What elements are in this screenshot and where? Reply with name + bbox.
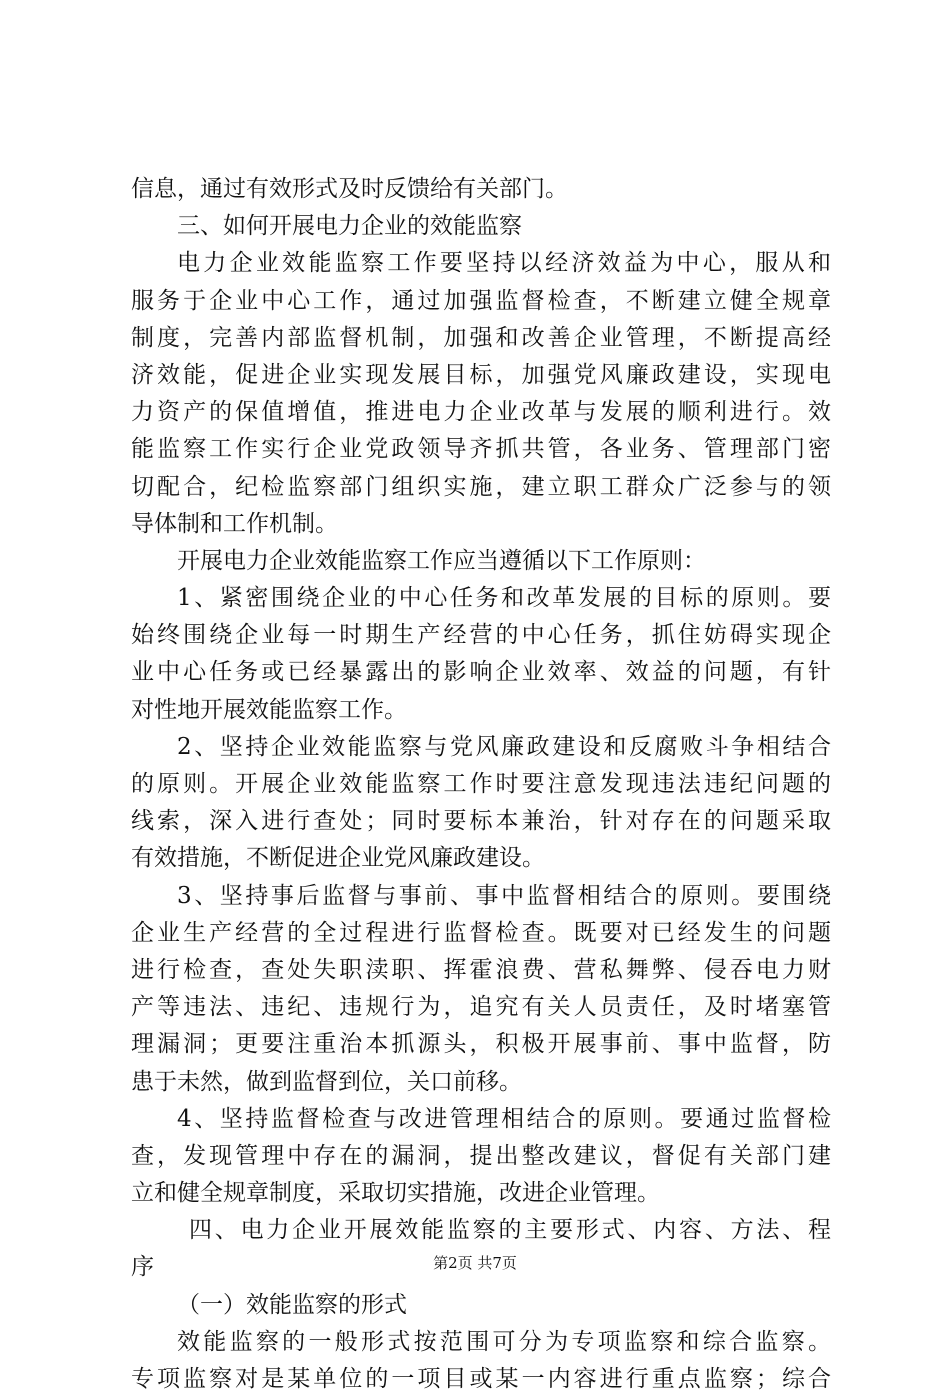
page-footer: 第2页 共7页 — [433, 1254, 517, 1272]
body-text — [131, 171, 831, 1398]
text-line: 3、坚持事后监督与事前、事中监督相结合的原则。要围绕 — [177, 882, 831, 909]
text-line: 产等违法、违纪、违规行为，追究有关人员责任，及时堵塞管 — [131, 994, 831, 1021]
text-line: 专项监察对是某单位的一项目或某一内容进行重点监察；综合 — [131, 1366, 831, 1392]
text-line: （一）效能监察的形式 — [177, 1291, 407, 1318]
text-line: 切配合，纪检监察部门组织实施，建立职工群众广泛参与的领 — [131, 473, 831, 500]
text-line: 济效能，促进企业实现发展目标，加强党风廉政建设，实现电 — [131, 361, 831, 388]
text-line: 开展电力企业效能监察工作应当遵循以下工作原则： — [177, 547, 706, 574]
text-line: 序 — [131, 1254, 154, 1281]
text-line: 能监察工作实行企业党政领导齐抓共管，各业务、管理部门密 — [131, 436, 831, 463]
text-line: 1、紧密围绕企业的中心任务和改革发展的目标的原则。要 — [177, 585, 831, 612]
text-line: 线索，深入进行查处；同时要标本兼治，针对存在的问题采取 — [131, 808, 831, 835]
text-line: 患于未然，做到监督到位，关口前移。 — [131, 1068, 522, 1095]
text-line: 力资产的保值增值，推进电力企业改革与发展的顺利进行。效 — [131, 399, 831, 426]
text-line: 企业生产经营的全过程进行监督检查。既要对已经发生的问题 — [131, 919, 831, 946]
text-line: 始终围绕企业每一时期生产经营的中心任务，抓住妨碍实现企 — [131, 622, 831, 649]
text-line: 4、坚持监督检查与改进管理相结合的原则。要通过监督检 — [177, 1105, 831, 1132]
text-line: 效能监察的一般形式按范围可分为专项监察和综合监察。 — [177, 1328, 831, 1355]
text-line: 查，发现管理中存在的漏洞，提出整改建议，督促有关部门建 — [131, 1142, 831, 1169]
text-line: 信息，通过有效形式及时反馈给有关部门。 — [131, 176, 568, 202]
text-line: 有效措施，不断促进企业党风廉政建设。 — [131, 845, 545, 872]
text-line: 制度，完善内部监督机制，加强和改善企业管理，不断提高经 — [131, 324, 831, 351]
text-line: 服务于企业中心工作，通过加强监督检查，不断建立健全规章 — [131, 287, 831, 314]
text-line: 立和健全规章制度，采取切实措施，改进企业管理。 — [131, 1180, 660, 1207]
text-line: 理漏洞；更要注重治本抓源头，积极开展事前、事中监督，防 — [131, 1031, 831, 1058]
text-line: 业中心任务或已经暴露出的影响企业效率、效益的问题，有针 — [131, 659, 831, 686]
text-line: 进行检查，查处失职渎职、挥霍浪费、营私舞弊、侵吞电力财 — [131, 956, 831, 983]
text-line: 三、如何开展电力企业的效能监察 — [177, 213, 522, 240]
text-line: 导体制和工作机制。 — [131, 510, 338, 537]
text-line: 的原则。开展企业效能监察工作时要注意发现违法违纪问题的 — [131, 771, 831, 797]
text-line: 四、电力企业开展效能监察的主要形式、内容、方法、程 — [189, 1217, 831, 1244]
text-line: 电力企业效能监察工作要坚持以经济效益为中心，服从和 — [177, 250, 831, 277]
text-line: 对性地开展效能监察工作。 — [131, 696, 407, 723]
text-line: 2、坚持企业效能监察与党风廉政建设和反腐败斗争相结合 — [177, 733, 831, 760]
